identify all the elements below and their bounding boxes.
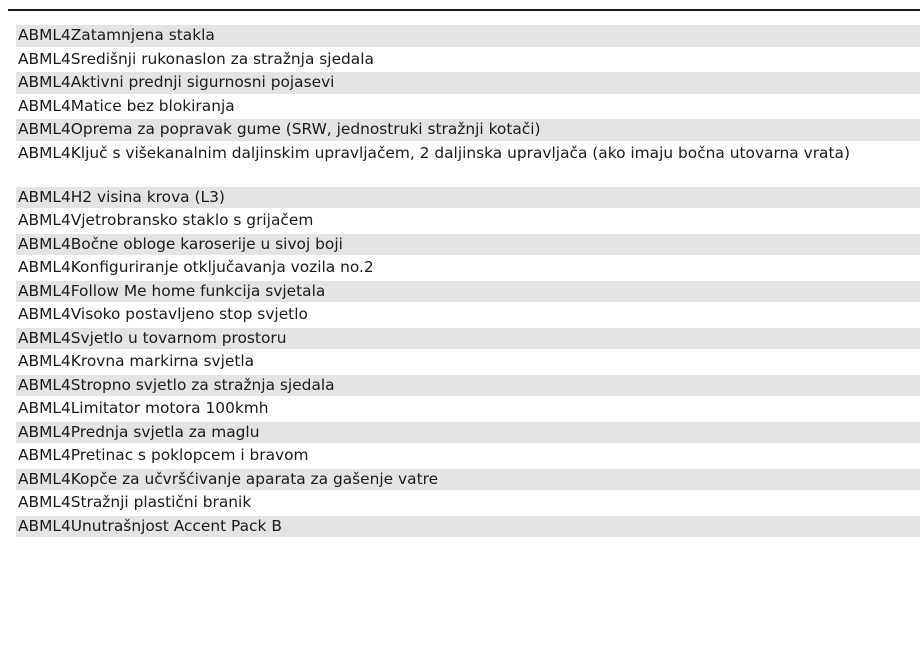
list-item: ABML4Follow Me home funkcija svjetala [16, 281, 920, 303]
list-item: ABML4Unutrašnjost Accent Pack B [16, 516, 920, 538]
list-item: ABML4Ključ s višekanalnim daljinskim upravljačem, 2 daljinska upravljača (ako imaju bočna utovarna vrata) [18, 143, 850, 162]
list-item: ABML4Pretinac s poklopcem i bravom [18, 446, 309, 464]
list-item: ABML4Bočne obloge karoserije u sivoj boji [16, 234, 920, 256]
top-divider [8, 9, 920, 11]
list-item: ABML4Zatamnjena stakla [16, 25, 920, 47]
list-item: ABML4Krovna markirna svjetla [18, 352, 255, 370]
list-item: ABML4Vjetrobransko staklo s grijačem [18, 211, 314, 229]
equipment-list [16, 25, 920, 539]
list-item: ABML4Kopče za učvršćivanje aparata za gašenje vatre [16, 469, 920, 491]
list-item: ABML4Svjetlo u tovarnom prostoru [16, 328, 920, 350]
list-item: ABML4Aktivni prednji sigurnosni pojasevi [16, 72, 920, 94]
list-item: ABML4Oprema za popravak gume (SRW, jednostruki stražnji kotači) [16, 119, 920, 141]
list-item: ABML4Stropno svjetlo za stražnja sjedala [16, 375, 920, 397]
list-item: ABML4H2 visina krova (L3) [16, 187, 920, 209]
list-item: ABML4Matice bez blokiranja [18, 96, 235, 115]
list-item: ABML4Stražnji plastični branik [18, 493, 252, 511]
list-item: ABML4Visoko postavljeno stop svjetlo [18, 305, 308, 323]
list-item: ABML4Konfiguriranje otključavanja vozila no.2 [18, 258, 374, 276]
list-item: ABML4Limitator motora 100kmh [18, 399, 269, 417]
list-item: ABML4Prednja svjetla za maglu [16, 422, 920, 444]
list-item: ABML4Središnji rukonaslon za stražnja sjedala [18, 49, 374, 68]
